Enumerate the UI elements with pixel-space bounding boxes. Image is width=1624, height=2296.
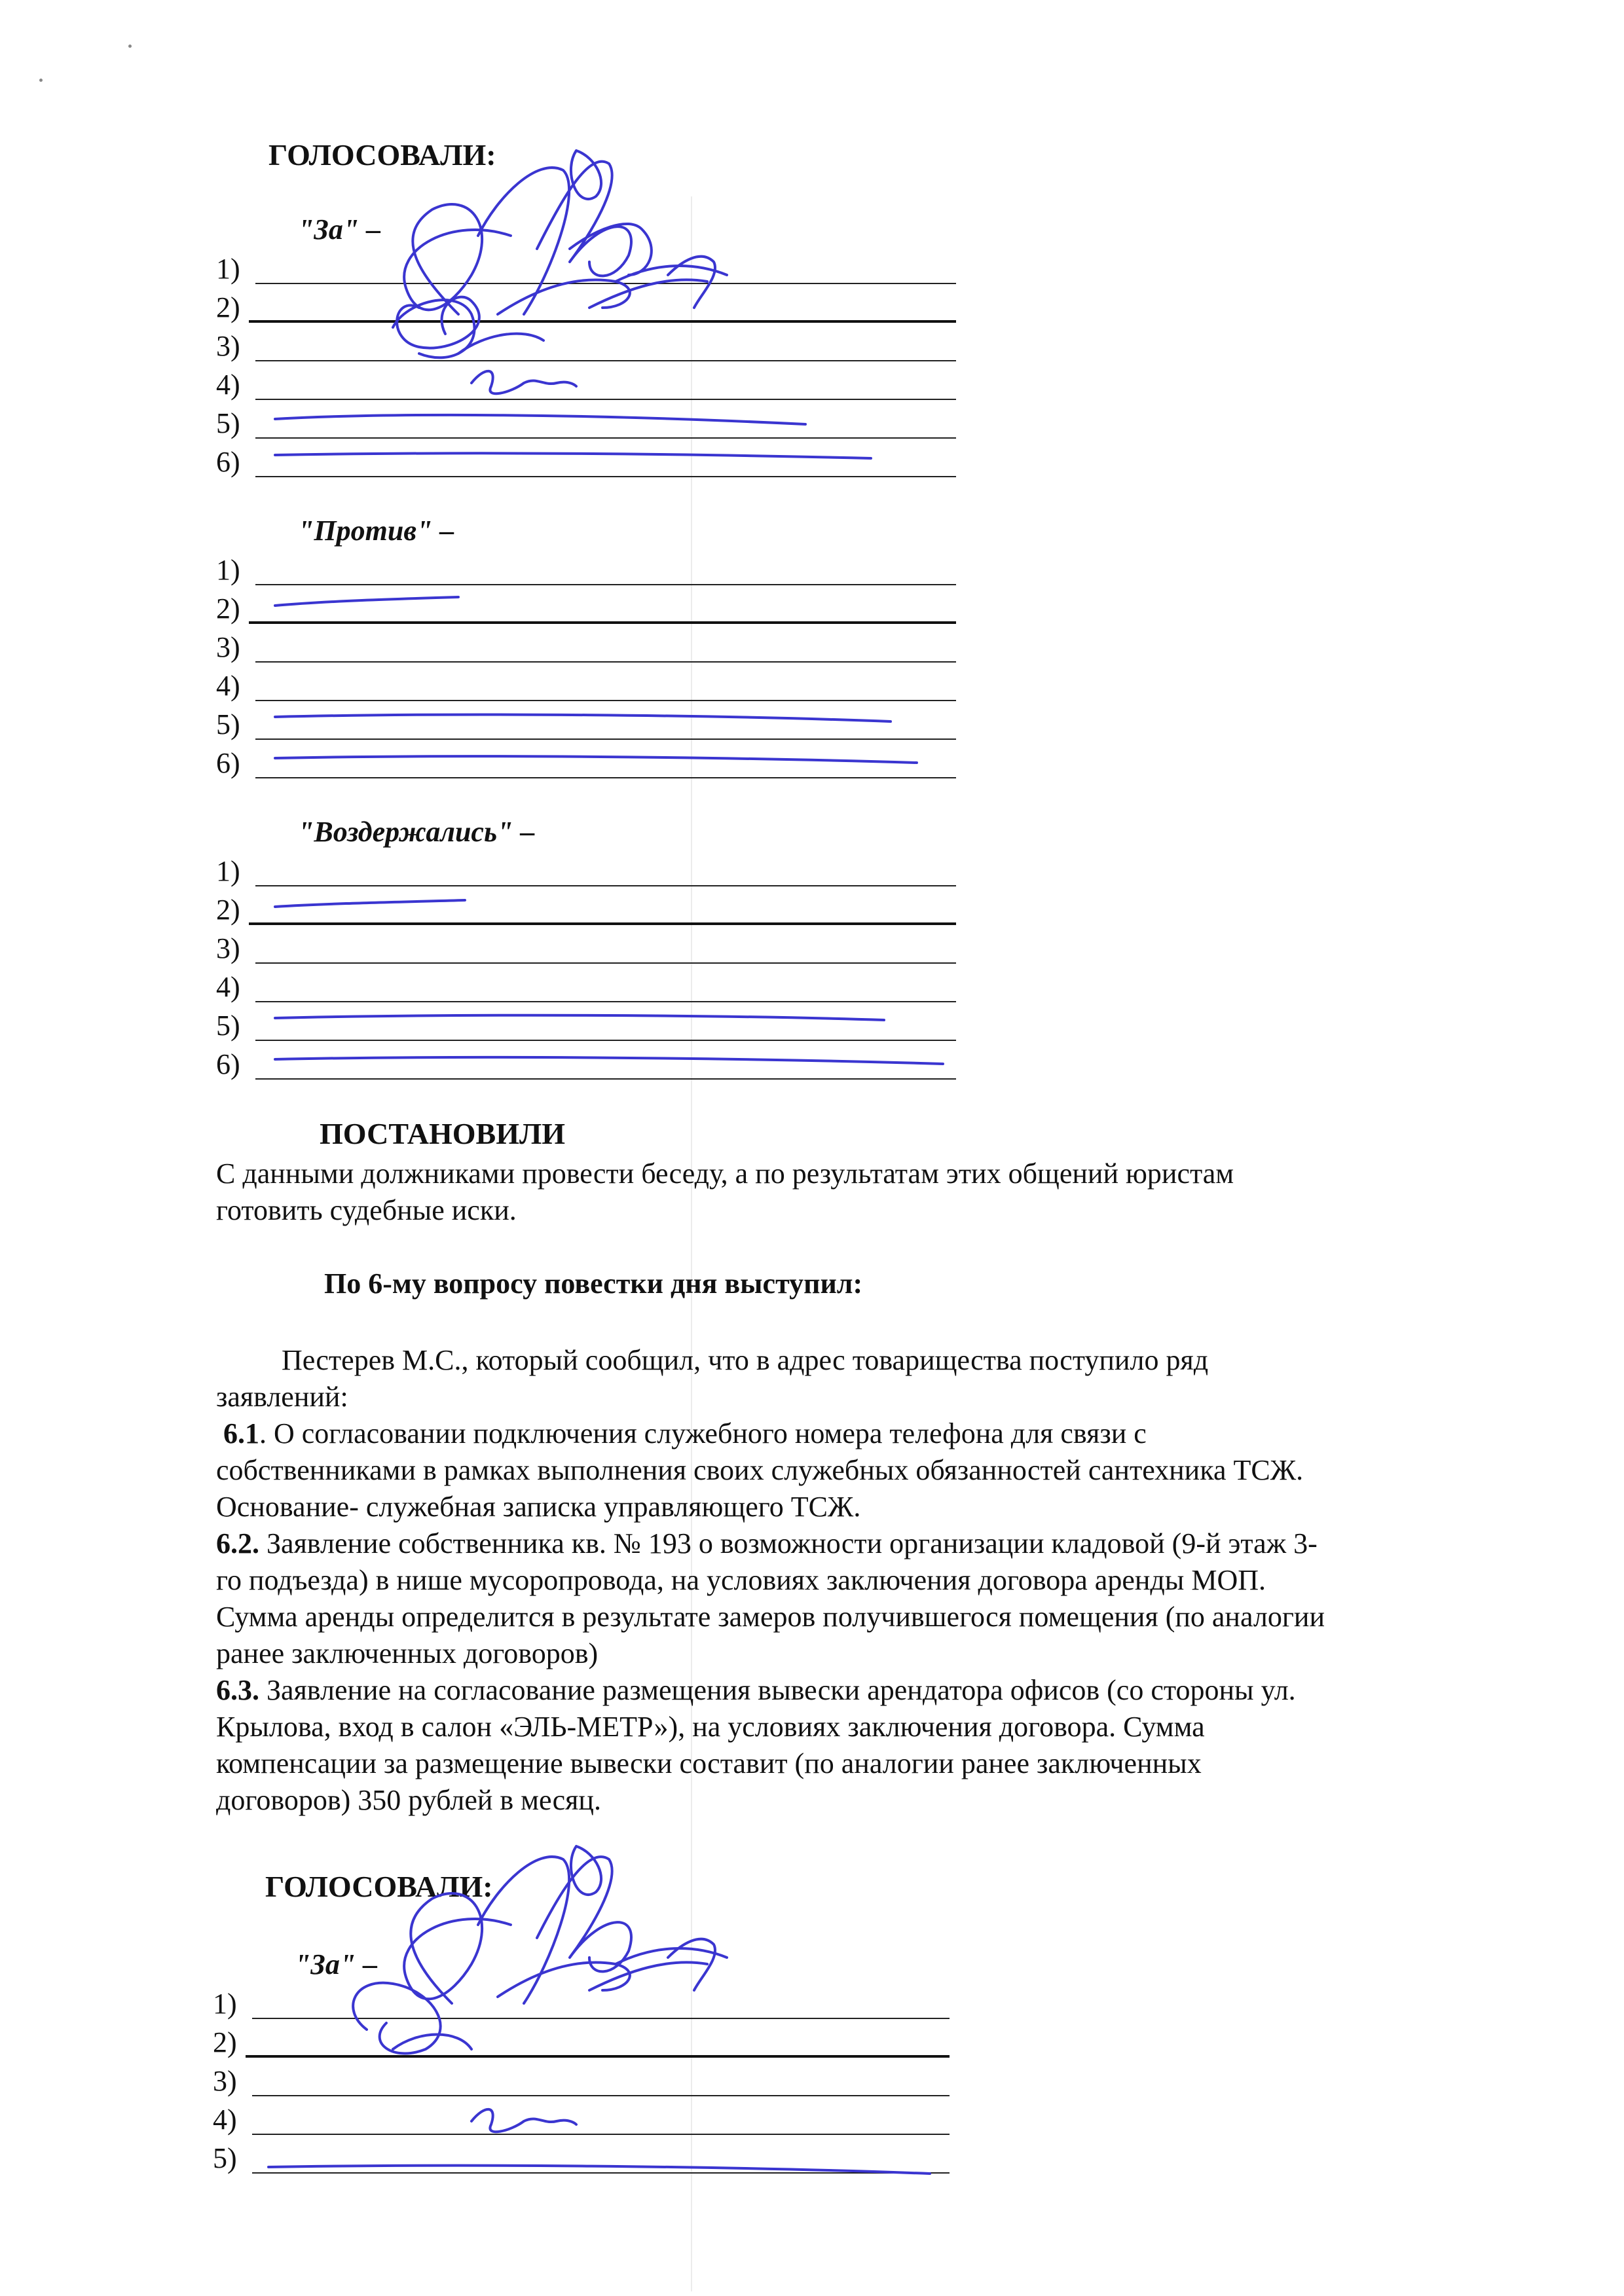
signature-scribble (570, 224, 652, 275)
question6-heading: По 6-му вопросу повестки дня выступил: (324, 1267, 863, 1300)
vote-line[interactable]: 2) (216, 286, 956, 323)
vote-line[interactable]: 1) (216, 549, 956, 585)
pen-strike (275, 1057, 943, 1064)
signature-scribble (397, 297, 479, 348)
voted-heading-2: ГОЛОСОВАЛИ: (265, 1870, 493, 1903)
signature-scribble (471, 371, 576, 393)
vote-line[interactable]: 3) (216, 927, 956, 964)
item-6-3: 6.3. Заявление на согласование размещения вывески арендатора офисов (со стороны ул. (216, 1674, 1296, 1706)
voted-heading: ГОЛОСОВАЛИ: (268, 138, 496, 172)
signatures-section2 (0, 1833, 1624, 2200)
pen-strike (268, 2166, 930, 2174)
vote-line[interactable]: 1) (213, 1982, 950, 2019)
vote-line[interactable]: 3) (216, 626, 956, 663)
vote-line[interactable]: 4) (216, 363, 956, 400)
vote-line[interactable]: 5) (216, 703, 956, 740)
vote-line[interactable]: 3) (216, 325, 956, 361)
pen-strike (275, 453, 871, 458)
item-6-1: 6.1. О согласовании подключения служебного номера телефона для связи с (223, 1417, 1147, 1449)
signature-scribble (393, 2035, 471, 2050)
abstained-label: "Воздержались" – (298, 816, 535, 848)
signature-scribble (471, 2109, 576, 2132)
vote-line[interactable]: 5) (216, 1004, 956, 1041)
pen-strike (275, 1015, 884, 1020)
signature-scribble (571, 151, 601, 199)
vote-line[interactable]: 5) (216, 402, 956, 439)
resolution-text: С данными должниками провести беседу, а по результатам этих общений юристам готовить судебные иски. (216, 1157, 1234, 1226)
vote-line[interactable]: 1) (216, 247, 956, 284)
question6-body: Пестерев М.С., который сообщил, что в адрес товарищества поступило ряд заявлений: 6.1. О согласовании подключения служебного номера телефона для связи с собственниками в рамках выполнения своих служебных обязанностей сантехника ТСЖ. Основание- служебная записка управляющего ТСЖ. 6.2. Заявление собственника кв. № 193 о возможности организации кладовой (9-й этаж 3- го подъезда) в нише мусоропровода, на условиях заключения договора аренды МОП. Сумма аренды определится в результате замеров получившегося помещения (по аналогии ранее заключенных договоров) 6.3. Заявление на согласование размещения вывески арендатора офисов (со стороны ул. Крылова, вход в салон «ЭЛЬ-МЕТР»), на условиях заключения договора. Сумма компенсации за размещение вывески составит (по аналогии ранее заключенных договоров) 350 рублей в месяц. (216, 1342, 1500, 1819)
vote-line[interactable]: 4) (216, 665, 956, 701)
signature-scribble (589, 280, 707, 308)
item-6-2: 6.2. Заявление собственника кв. № 193 о возможности организации кладовой (9-й этаж 3- (216, 1527, 1318, 1559)
for-label: "За" – (298, 213, 381, 246)
vote-line[interactable]: 2) (216, 888, 956, 925)
against-label: "Против" – (298, 515, 454, 547)
pen-strike (275, 756, 917, 763)
pen-strike (275, 900, 465, 907)
vote-line[interactable]: 4) (216, 966, 956, 1002)
signature-scribble (404, 1857, 569, 2003)
vote-line[interactable]: 6) (216, 742, 956, 778)
vote-line[interactable]: 5) (213, 2137, 950, 2174)
pen-strike (275, 597, 458, 606)
signature-scribble (404, 168, 569, 314)
pen-strike (275, 415, 805, 424)
vote-line[interactable]: 6) (216, 1043, 956, 1080)
vote-line[interactable]: 1) (216, 850, 956, 886)
vote-line[interactable]: 3) (213, 2060, 950, 2096)
signature-scribble (589, 1962, 707, 1990)
vote-line[interactable]: 2) (213, 2021, 950, 2058)
signature-scribble (537, 1857, 631, 1971)
signatures-section1 (0, 0, 1624, 1146)
vote-line[interactable]: 6) (216, 441, 956, 477)
signature-scribble (571, 1846, 601, 1895)
for-label-2: "За" – (295, 1948, 378, 1980)
pen-strike (275, 714, 891, 721)
signature-scribble (353, 1983, 440, 2054)
vote-line[interactable]: 2) (216, 587, 956, 624)
resolution-heading: ПОСТАНОВИЛИ (320, 1117, 566, 1150)
vote-line[interactable]: 4) (213, 2098, 950, 2135)
